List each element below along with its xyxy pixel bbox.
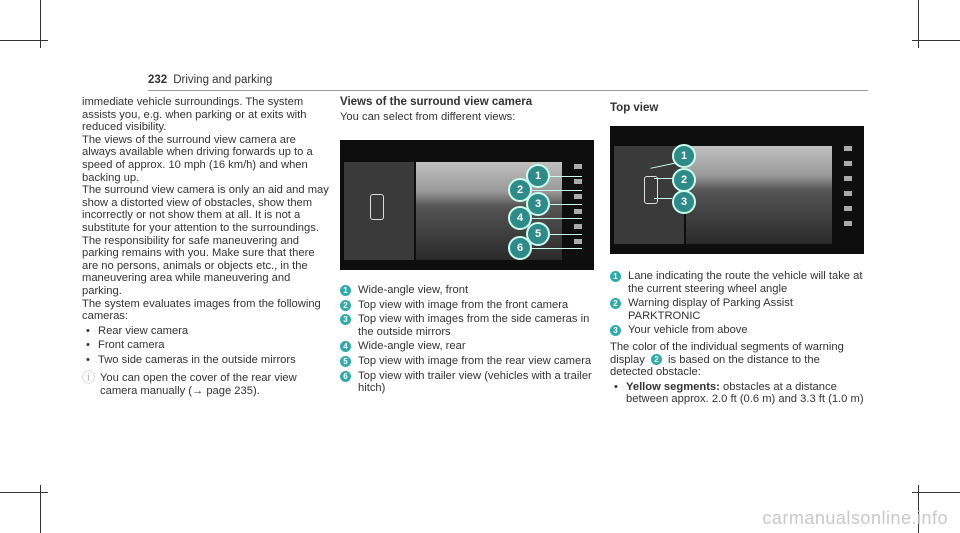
top-view-screenshot — [610, 126, 864, 254]
callout-badge: 5 — [526, 222, 550, 246]
paragraph: immediate vehicle surroundings. The system assists you, e.g. when parking or at exits with reduced visibility. — [82, 96, 307, 134]
callout-badge: 3 — [672, 190, 696, 214]
item-text: Top view with images from the side cameras in the outside mirrors — [358, 313, 590, 338]
paragraph: The system evaluates images from the following cameras: — [82, 297, 321, 323]
callout-badge: 6 — [508, 236, 532, 260]
callout-badge: 4 — [508, 206, 532, 230]
para-text: is based on the distance to the detected obstacle: — [610, 353, 820, 379]
list-item — [610, 297, 865, 322]
item-text: Top view with trailer view (vehicles with a trailer hitch) — [358, 369, 592, 395]
bullet-text: obstacles at a distance between approx. 2.0 ft (0.6 m) and 3.3 ft (1.0 m) — [626, 380, 864, 406]
view-list — [340, 282, 595, 397]
callout-line — [526, 248, 582, 249]
list-item — [340, 355, 595, 368]
list-item — [340, 313, 595, 338]
column-2 — [340, 96, 595, 123]
section-title: Driving and parking — [173, 74, 273, 86]
top-view-list — [610, 268, 865, 408]
callout-badge: 1 — [672, 144, 696, 168]
list-item — [610, 324, 865, 337]
view-menu — [574, 164, 582, 254]
callout-badge: 1 — [526, 164, 550, 188]
note — [82, 372, 332, 397]
list-item: • Two side cameras in the outside mirrors — [82, 354, 332, 367]
info-icon: ⓘ — [82, 370, 96, 386]
item-number: 1 — [610, 271, 621, 282]
camera-views-screenshot — [340, 140, 594, 270]
callout-line — [526, 190, 582, 191]
bullet-label: Yellow segments: — [626, 380, 720, 393]
item-text: Your vehicle from above — [628, 324, 748, 337]
view-menu — [844, 146, 852, 236]
item-text: Top view with image from the rear view camera — [358, 354, 592, 367]
car-icon — [370, 194, 384, 220]
list-item — [340, 340, 595, 353]
callout-line — [546, 176, 582, 177]
list-item: • Rear view camera — [82, 325, 332, 338]
crop-mark — [0, 492, 48, 493]
item-text: Wide-angle view, rear — [358, 340, 466, 353]
column-1 — [82, 96, 332, 398]
section-heading: Top view — [610, 102, 659, 114]
paragraph — [610, 341, 865, 379]
callout-line — [654, 198, 672, 199]
item-number: 2 — [340, 300, 351, 311]
list-item — [610, 381, 865, 406]
crop-mark — [912, 40, 960, 41]
note-text: You can open the cover of the rear view camera manually (→ page 235). — [100, 372, 297, 398]
item-text: Lane indicating the route the vehicle will take at the current steering wheel angle — [628, 270, 863, 295]
callout-badge: 2 — [672, 168, 696, 192]
paragraph: The surround view camera is only an aid and may show a distorted view of obstacles, show them incorrectly or not show them at all. It is not a substitute for your attention to the surroundings. The responsibility for safe maneuvering and parking remains with you. Make sure that there are no persons, animals or objects etc., in the maneuvering area while maneuvering and parking. — [82, 184, 329, 297]
page-header — [148, 74, 272, 86]
list-item — [340, 284, 595, 297]
item-number: 3 — [340, 314, 351, 325]
list-item — [340, 299, 595, 312]
item-number: 2 — [610, 298, 621, 309]
paragraph: You can select from different views: — [340, 110, 516, 123]
callout-line — [526, 218, 582, 219]
callout-line — [654, 178, 672, 179]
callout-badge: 2 — [508, 178, 532, 202]
page-number: 232 — [148, 74, 168, 86]
item-text: Top view with image from the front camera — [358, 298, 569, 311]
column-3 — [610, 102, 865, 117]
callout-line — [546, 204, 582, 205]
list-item — [340, 370, 595, 395]
para-text: The color of the individual segments of warning display — [610, 340, 844, 366]
watermark: carmanualsonline.info — [762, 508, 948, 528]
section-heading: Views of the surround view camera — [340, 96, 533, 108]
item-text: Warning display of Parking Assist PARKTRONIC — [628, 297, 793, 322]
camera-image — [686, 146, 832, 244]
list-item: • Front camera — [82, 339, 332, 352]
callout-line — [546, 234, 582, 235]
paragraph: The views of the surround view camera are always available when driving forwards up to a speed of approx. 10 mph (16 km/h) and when backing up. — [82, 133, 313, 184]
header-rule — [148, 90, 868, 91]
list-item — [610, 270, 865, 295]
item-text: Wide-angle view, front — [358, 284, 469, 296]
crop-mark — [0, 40, 48, 41]
crop-mark — [912, 492, 960, 493]
callout-badge: 3 — [526, 192, 550, 216]
car-icon — [644, 176, 658, 204]
item-number: 5 — [340, 356, 351, 367]
item-number: 1 — [340, 285, 351, 296]
item-number: 6 — [340, 371, 351, 382]
item-number: 4 — [340, 341, 351, 352]
item-number: 3 — [610, 325, 621, 336]
item-number: 2 — [651, 354, 662, 365]
